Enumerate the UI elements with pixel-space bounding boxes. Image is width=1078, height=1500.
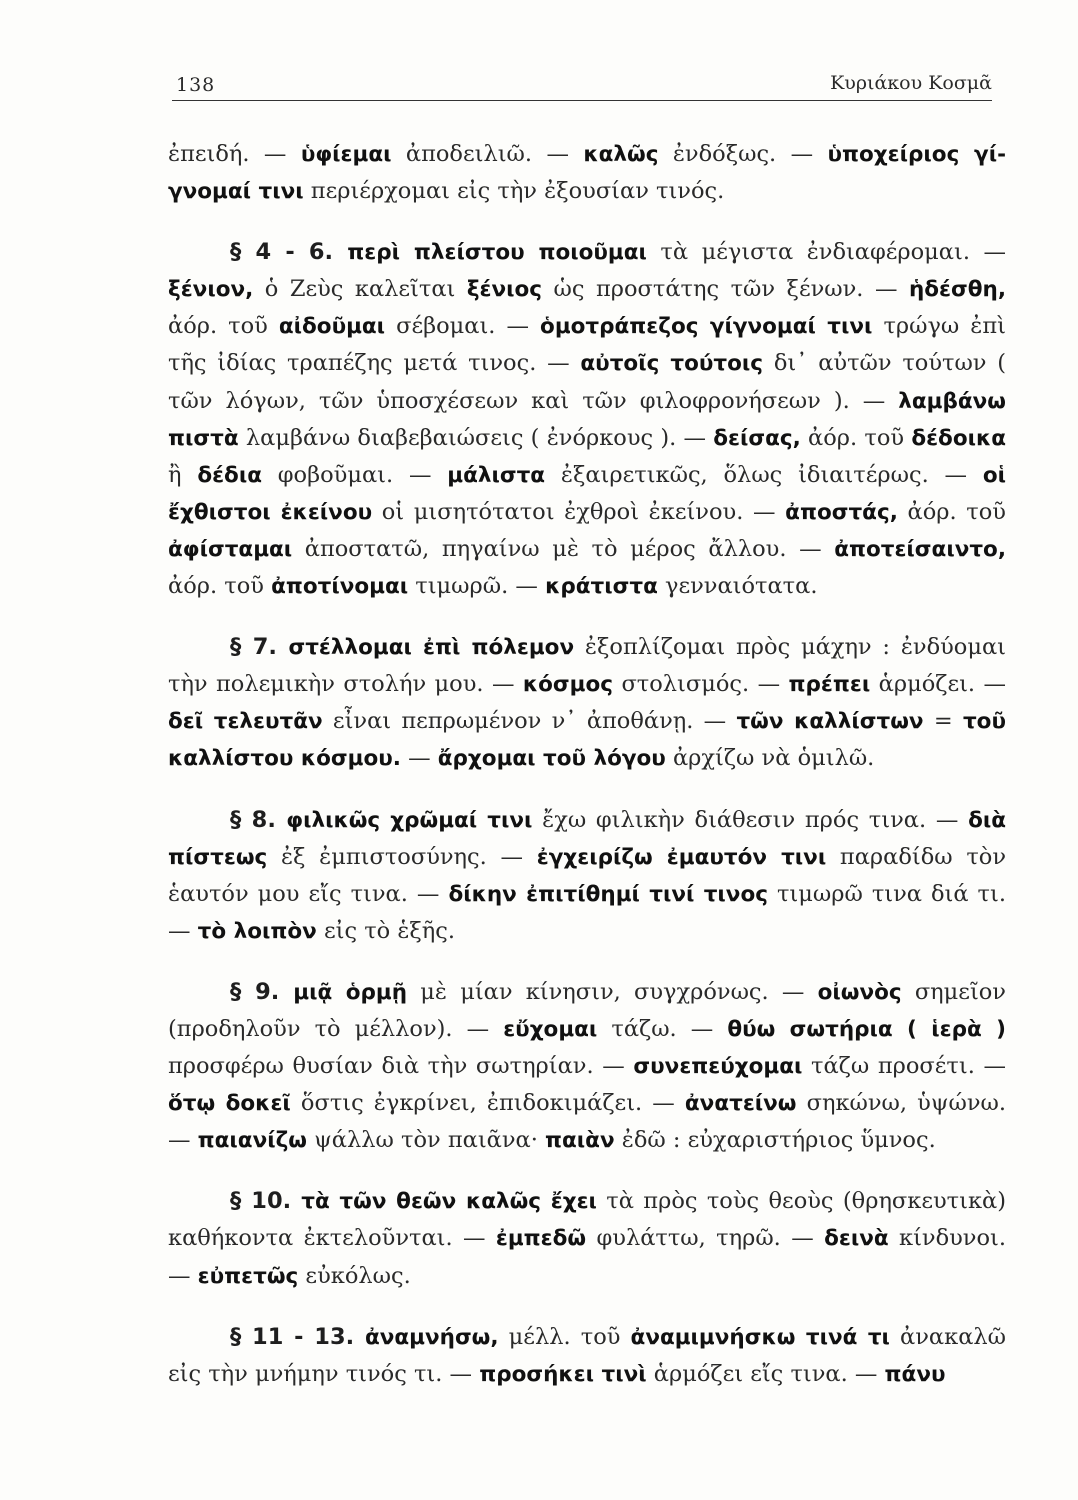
headword: αἰδοῦμαι — [278, 314, 386, 340]
headword: φιλικῶς χρῶμαί τινι — [286, 807, 533, 833]
gloss-text: ἀόρ. τοῦ — [897, 498, 1006, 525]
headword: περὶ πλείστου ποιοῦμαι — [347, 240, 647, 266]
glossary-paragraph — [168, 136, 1006, 210]
glossary-paragraph — [168, 802, 1006, 950]
headword: προσήκει τινὶ — [479, 1361, 647, 1387]
page-number: 138 — [176, 74, 216, 96]
headword: καλῶς — [583, 142, 659, 167]
section-number: § 11 - 13. — [230, 1323, 365, 1350]
headword: ἀποστάς, — [785, 499, 898, 525]
gloss-text: τάζω. — — [597, 1015, 728, 1042]
gloss-text: ἀρχίζω νὰ ὁμιλῶ. — [665, 745, 875, 772]
gloss-text: τὰ μέγιστα ἐνδιαφέρομαι. — — [646, 239, 1007, 266]
section-number: § 10. — [230, 1188, 302, 1215]
headword: πρέπει — [788, 672, 871, 698]
gloss-text: ἐνδόξως. — — [658, 141, 828, 167]
gloss-text: ὁ Ζεὺς καλεῖται — [253, 276, 467, 303]
headword: μάλιστα — [447, 462, 546, 488]
gloss-text: ἐδῶ : εὐχαριστήριος ὕμνος. — [614, 1127, 936, 1154]
headword: θύω σωτήρια ( ἱερὰ ) — [727, 1016, 1006, 1042]
section-number: § 8. — [230, 806, 287, 833]
gloss-text: ὅστις ἐγκρίνει, ἐπιδοκιμάζει. — — [290, 1090, 685, 1117]
glossary-paragraph — [168, 629, 1006, 777]
glossary-paragraph — [168, 1319, 1006, 1393]
headword: λαμβάνω πιστὰ — [168, 388, 1006, 451]
gloss-text: ἀποστατῶ, πηγαίνω μὲ τὸ μέρος ἄλλου. — — [292, 535, 835, 562]
gloss-text: τιμωρῶ. — — [408, 573, 546, 600]
headword: δείσας, — [713, 425, 801, 451]
headword: κόσμος — [522, 672, 614, 698]
gloss-text: περιέρχομαι εἰς τὴν ἐξουσίαν τινός. — [303, 178, 725, 205]
glossary-paragraph — [168, 974, 1006, 1159]
running-head-author: Κυριάκου Κοσμᾶ — [830, 72, 992, 94]
gloss-text: οἱ μισητότατοι ἐχθροὶ ἐκείνου. — — [372, 498, 786, 525]
headword: ἀνατείνω — [684, 1091, 797, 1117]
headword: ὅτῳ δοκεῖ — [168, 1091, 291, 1117]
headword: δίκην ἐπιτίθημί τινί τινος — [448, 881, 768, 907]
gloss-text: σέβομαι. — — [385, 313, 541, 340]
gloss-text: ἢ — [168, 461, 198, 488]
headword: παιανίζω — [197, 1128, 307, 1154]
gloss-text: τιμωρῶ τινα διά τι. — — [168, 880, 1006, 944]
headword: δέδια — [197, 462, 262, 488]
gloss-text: φυλάττω, τηρῶ. — — [586, 1225, 825, 1252]
gloss-text: σημεῖον (προδηλοῦν τὸ μέλλον). — — [168, 978, 1006, 1042]
headword: κράτιστα — [545, 574, 658, 600]
gloss-text: ψάλλω τὸν παιᾶνα· — [307, 1127, 546, 1154]
gloss-text: ἀόρ. τοῦ — [800, 424, 912, 451]
headword: ὁμοτράπεζος γίγνομαί τινι — [540, 314, 873, 340]
gloss-text: μὲ μίαν κίνησιν, συγχρόνως. — — [407, 978, 818, 1005]
gloss-text: κίνδυνοι. — — [168, 1225, 1007, 1289]
headword: εὐπετῶς — [197, 1263, 299, 1289]
gloss-text: ἔχω φιλικὴν διάθεσιν πρός τινα. — — [532, 806, 969, 833]
gloss-text: ἀνακαλῶ εἰς τὴν μνήμην τινός τι. — — [168, 1323, 1006, 1387]
gloss-text: εὐκόλως. — [298, 1262, 411, 1289]
headword: τὰ τῶν θεῶν καλῶς ἔχει — [301, 1189, 597, 1215]
gloss-text: παραδίδω τὸν ἑαυτόν μου εἴς τινα. — — [168, 843, 1006, 907]
headword: ἀναμνήσω, — [364, 1324, 499, 1350]
gloss-text: ὡς προστάτης τῶν ξένων. — — [542, 276, 909, 303]
headword: οἱ ἔχθιστοι ἐκείνου — [168, 462, 1007, 525]
gloss-text: προσφέρω θυσίαν διὰ τὴν σωτηρίαν. — — [168, 1053, 634, 1080]
headword: πάνυ — [884, 1361, 946, 1387]
gloss-text: γενναιότατα. — [657, 573, 818, 600]
headword: τὸ λοιπὸν — [197, 918, 317, 944]
headword: ἀναμιμνήσκω τινά τι — [630, 1324, 890, 1350]
gloss-text: ἐπειδή. — — [168, 141, 301, 167]
headword: δεινὰ — [824, 1226, 889, 1252]
headword: ξένιον, — [168, 277, 254, 303]
headword: τῶν καλλίστων — [736, 709, 924, 735]
headword: ἡδέσθη, — [908, 277, 1006, 303]
headword: ἐμπεδῶ — [495, 1226, 587, 1252]
headword: ἄρχομαι τοῦ λόγου — [437, 746, 666, 772]
gloss-text: λαμβάνω διαβεβαιώσεις ( ἐνόρκους ). — — [238, 424, 714, 451]
gloss-text: = — [923, 708, 963, 735]
gloss-text: ἀόρ. τοῦ — [168, 313, 279, 340]
gloss-text: ἐξαιρετικῶς, ὅλως ἰδιαιτέρως. — — [545, 461, 983, 488]
headword: ὑφίεμαι — [300, 142, 392, 167]
headword: συνεπεύχομαι — [633, 1054, 803, 1080]
gloss-text: ἀόρ. τοῦ — [168, 573, 272, 600]
glossary-paragraph — [168, 1183, 1006, 1294]
section-number: § 7. — [230, 634, 289, 661]
headword: αὐτοῖς τούτοις — [580, 351, 764, 377]
gloss-text: ἀποδειλιῶ. — — [391, 141, 584, 167]
headword: μιᾷ ὁρμῇ — [293, 979, 408, 1005]
headword: εὔχομαι — [503, 1016, 598, 1042]
gloss-text: ἁρμόζει. — — [870, 671, 1006, 698]
headword: διὰ πίστεως — [168, 807, 1006, 870]
gloss-text: μέλλ. τοῦ — [498, 1323, 631, 1350]
headword: παιὰν — [545, 1128, 615, 1154]
gloss-text: ἐξοπλίζομαι πρὸς μάχην : ἐνδύομαι τὴν πολεμικὴν στολήν μου. — — [168, 634, 1006, 698]
headword: τοῦ καλλίστου κόσμου. — [168, 709, 1006, 772]
section-number: § 9. — [230, 978, 294, 1005]
section-number: § 4 - 6. — [230, 239, 348, 266]
gloss-text: ἐξ ἐμπιστοσύνης. — — [267, 843, 537, 870]
gloss-text: ἁρμόζει εἴς τινα. — — [646, 1360, 885, 1387]
gloss-text: σηκώνω, ὑψώνω. — — [168, 1090, 1007, 1154]
gloss-text: τάζω προσέτι. — — [802, 1053, 1006, 1080]
headword: ἀποτίνομαι — [271, 574, 409, 600]
gloss-text: δι᾽ αὐτῶν τούτων ( τῶν λόγων, τῶν ὑποσχέσεων καὶ τῶν φιλοφρονήσεων ). — — [168, 350, 1007, 414]
headword: οἰωνὸς — [817, 979, 902, 1005]
headword: δεῖ τελευτᾶν — [168, 709, 323, 735]
gloss-text: στολισμός. — — [613, 671, 789, 698]
gloss-text: τρώγω ἐπὶ τῆς ἰδίας τραπέζης μετά τινος. — — [168, 313, 1006, 377]
headword: ἀφίσταμαι — [168, 536, 293, 562]
headword: ἀποτείσαιντο, — [834, 536, 1006, 562]
glossary-paragraph — [168, 234, 1006, 605]
gloss-text: εἰς τὸ ἑξῆς. — [316, 917, 456, 944]
gloss-text: — — [400, 745, 438, 772]
headword: ἐγχειρίζω ἐμαυτόν τινι — [536, 844, 827, 870]
page-body — [168, 136, 1006, 1393]
gloss-text: τὰ πρὸς τοὺς θεοὺς (θρησκευτικὰ) καθήκοντα ἐκτελοῦνται. — — [168, 1188, 1006, 1252]
gloss-text: φοβοῦμαι. — — [261, 461, 448, 488]
running-head — [172, 70, 992, 101]
headword: ξένιος — [466, 277, 543, 303]
headword: δέδοικα — [911, 425, 1007, 451]
headword: ὑποχείριος γί-γνομαί τινι — [168, 142, 1006, 205]
gloss-text: εἶναι πεπρωμένον ν᾽ ἀποθάνῃ. — — [322, 708, 737, 735]
headword: στέλλομαι ἐπὶ πόλεμον — [288, 635, 575, 661]
